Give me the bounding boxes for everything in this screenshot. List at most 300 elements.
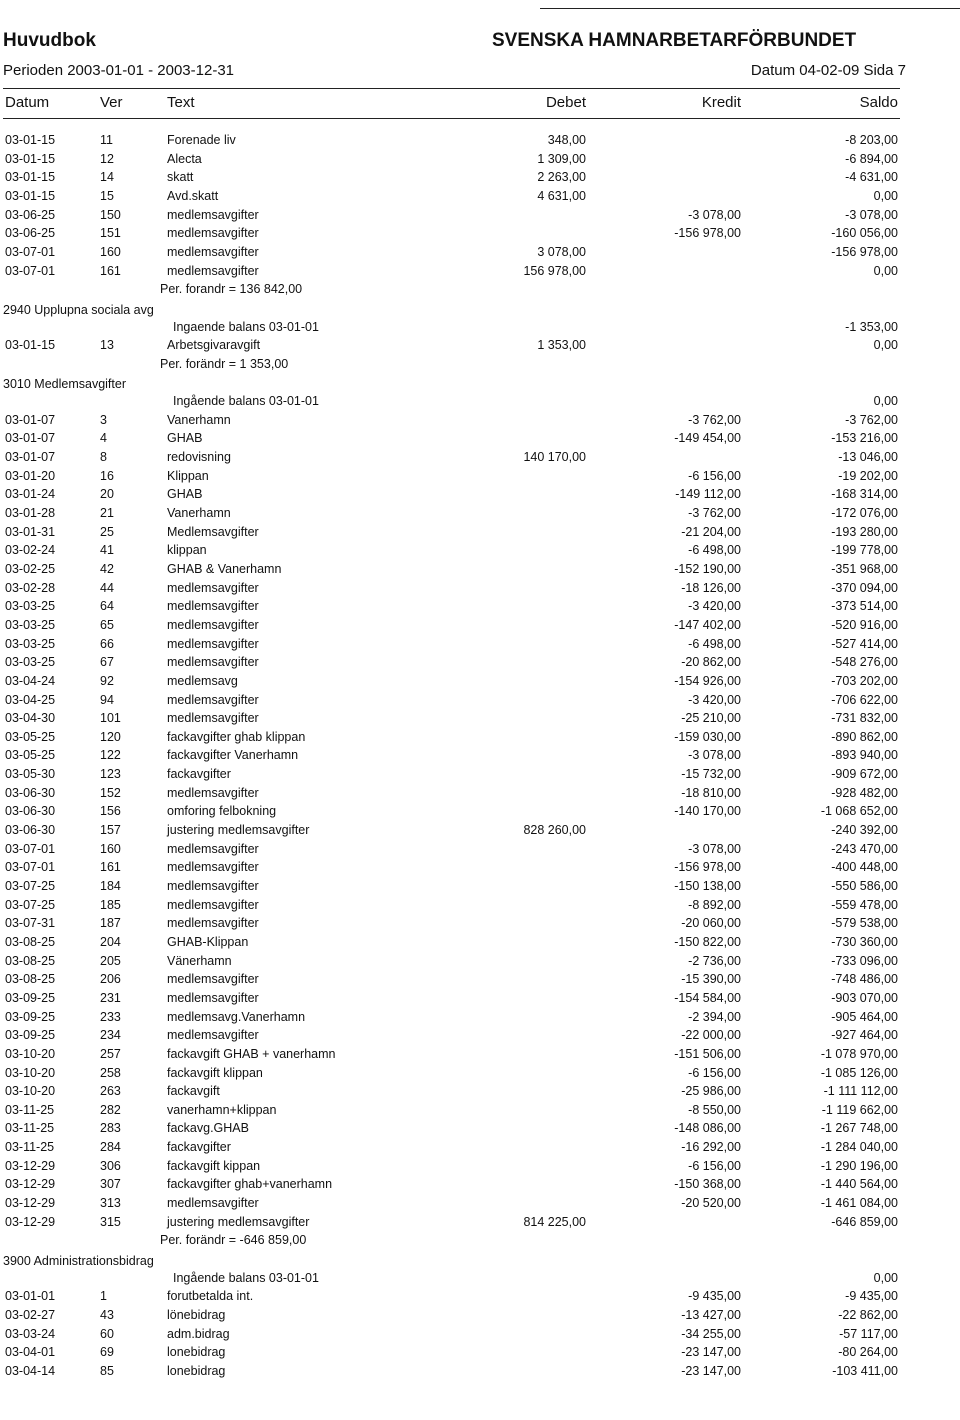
ledger-entry-row bbox=[0, 1066, 960, 1085]
entry-saldo: -22 862,00 bbox=[838, 1307, 898, 1322]
entry-kredit: -6 498,00 bbox=[688, 543, 741, 558]
entry-ver: 185 bbox=[100, 897, 121, 912]
opening-balance-row bbox=[0, 1271, 960, 1290]
ledger-entry-row bbox=[0, 1215, 960, 1234]
entry-text: fackavgift bbox=[167, 1084, 220, 1099]
entry-kredit: -3 420,00 bbox=[688, 599, 741, 614]
entry-saldo: -373 514,00 bbox=[831, 599, 898, 614]
entry-date: 03-05-30 bbox=[5, 767, 56, 782]
ledger-entry-row bbox=[0, 562, 960, 581]
entry-date: 03-10-20 bbox=[5, 1046, 56, 1061]
entry-kredit: -20 060,00 bbox=[681, 916, 741, 931]
opening-balance-saldo: 0,00 bbox=[873, 394, 898, 409]
ledger-entry-row bbox=[0, 954, 960, 973]
entry-text: medlemsavgifter bbox=[167, 897, 259, 912]
entry-ver: 13 bbox=[100, 338, 114, 353]
ledger-entry-row bbox=[0, 487, 960, 506]
entry-date: 03-01-07 bbox=[5, 412, 56, 427]
entry-kredit: -6 156,00 bbox=[688, 1158, 741, 1173]
entry-saldo: -730 360,00 bbox=[831, 934, 898, 949]
entry-kredit: -159 030,00 bbox=[674, 729, 741, 744]
entry-ver: 16 bbox=[100, 468, 114, 483]
ledger-entry-row bbox=[0, 1177, 960, 1196]
entry-text: medlemsavgifter bbox=[167, 1196, 259, 1210]
entry-text: medlemsavgifter bbox=[167, 636, 259, 651]
header-bottom-rule bbox=[3, 118, 900, 119]
entry-date: 03-07-31 bbox=[5, 916, 56, 931]
entry-saldo: -903 070,00 bbox=[831, 990, 898, 1005]
entry-text: medlemsavgifter bbox=[167, 617, 259, 632]
entry-text: medlemsavgifter bbox=[167, 972, 259, 987]
ledger-entry-row bbox=[0, 767, 960, 786]
ledger-entry-row bbox=[0, 1047, 960, 1066]
entry-saldo: -240 392,00 bbox=[831, 823, 898, 837]
entry-date: 03-04-01 bbox=[5, 1345, 56, 1360]
entry-kredit: -154 584,00 bbox=[674, 990, 741, 1005]
entry-date: 03-03-25 bbox=[5, 655, 56, 670]
entry-kredit: -18 126,00 bbox=[681, 580, 741, 595]
ledger-entry-row bbox=[0, 1327, 960, 1346]
entry-ver: 66 bbox=[100, 636, 114, 651]
entry-kredit: -3 762,00 bbox=[688, 506, 741, 520]
entry-kredit: -15 732,00 bbox=[681, 767, 741, 782]
entry-kredit: -23 147,00 bbox=[681, 1345, 741, 1360]
entry-saldo: 0,00 bbox=[873, 263, 898, 278]
entry-date: 03-04-14 bbox=[5, 1363, 56, 1378]
entry-saldo: -748 486,00 bbox=[831, 972, 898, 987]
ledger-entry-row bbox=[0, 1289, 960, 1308]
ledger-entry-row bbox=[0, 525, 960, 544]
entry-ver: 307 bbox=[100, 1177, 121, 1192]
entry-kredit: -6 156,00 bbox=[688, 468, 741, 483]
entry-text: fackavgift GHAB + vanerhamn bbox=[167, 1046, 336, 1061]
entry-text: Medlemsavgifter bbox=[167, 524, 259, 539]
opening-balance-text: Ingaende balans 03-01-01 bbox=[173, 319, 319, 334]
entry-kredit: -3 078,00 bbox=[688, 841, 741, 856]
entry-ver: 313 bbox=[100, 1196, 121, 1210]
entry-text: medlemsavg.Vanerhamn bbox=[167, 1009, 306, 1024]
ledger-entry-row bbox=[0, 1010, 960, 1029]
entry-saldo: -243 470,00 bbox=[831, 841, 898, 856]
col-kredit: Kredit bbox=[701, 94, 741, 111]
entry-text: fackavgifter ghab+vanerhamn bbox=[167, 1177, 333, 1192]
entry-ver: 233 bbox=[100, 1009, 121, 1024]
entry-ver: 44 bbox=[100, 580, 114, 595]
entry-saldo: -905 464,00 bbox=[831, 1009, 898, 1024]
entry-date: 03-09-25 bbox=[5, 1028, 56, 1043]
entry-kredit: -18 810,00 bbox=[681, 785, 741, 800]
entry-ver: 205 bbox=[100, 953, 121, 968]
entry-ver: 283 bbox=[100, 1121, 121, 1136]
entry-debet: 1 309,00 bbox=[537, 151, 586, 166]
entry-kredit: -156 978,00 bbox=[674, 860, 741, 875]
entry-text: adm.bidrag bbox=[167, 1326, 230, 1341]
entry-kredit: -140 170,00 bbox=[674, 804, 741, 819]
entry-text: medlemsavgifter bbox=[167, 916, 259, 931]
entry-ver: 42 bbox=[100, 562, 114, 576]
entry-kredit: -6 156,00 bbox=[688, 1065, 741, 1080]
entry-debet: 1 353,00 bbox=[537, 338, 586, 353]
entry-ver: 161 bbox=[100, 860, 121, 875]
ledger-entry-row bbox=[0, 1084, 960, 1103]
ledger-entry-row bbox=[0, 170, 960, 189]
ledger-entry-row bbox=[0, 1308, 960, 1327]
entry-kredit: -149 112,00 bbox=[675, 487, 741, 502]
entry-text: medlemsavgifter bbox=[167, 655, 259, 670]
ledger-entry-row bbox=[0, 599, 960, 618]
entry-ver: 284 bbox=[100, 1140, 121, 1155]
ledger-entry-row bbox=[0, 823, 960, 842]
period-text: Perioden 2003-01-01 - 2003-12-31 bbox=[3, 62, 234, 79]
entry-ver: 12 bbox=[100, 151, 114, 166]
entry-ver: 67 bbox=[100, 655, 114, 670]
book-title: Huvudbok bbox=[3, 30, 96, 51]
entry-saldo: -172 076,00 bbox=[831, 506, 898, 520]
entry-saldo: -1 068 652,00 bbox=[820, 804, 898, 819]
ledger-entry-row bbox=[0, 1028, 960, 1047]
ledger-entry-row bbox=[0, 1159, 960, 1178]
entry-saldo: -1 111 112,00 bbox=[823, 1084, 898, 1099]
entry-text: omforing felbokning bbox=[167, 804, 277, 819]
entry-text: Klippan bbox=[167, 468, 209, 483]
entry-date: 03-07-01 bbox=[5, 860, 56, 875]
entry-text: lonebidrag bbox=[167, 1363, 226, 1378]
entry-saldo: 0,00 bbox=[873, 338, 898, 353]
entry-kredit: -20 862,00 bbox=[681, 655, 741, 670]
entry-kredit: -23 147,00 bbox=[681, 1363, 741, 1378]
entry-date: 03-07-01 bbox=[5, 263, 56, 278]
entry-saldo: -9 435,00 bbox=[845, 1289, 898, 1304]
entry-kredit: -3 762,00 bbox=[688, 412, 741, 427]
ledger-entry-row bbox=[0, 450, 960, 469]
entry-date: 03-02-24 bbox=[5, 543, 56, 558]
entry-text: Arbetsgivaravgift bbox=[167, 338, 261, 353]
entry-text: Forenade liv bbox=[167, 133, 236, 147]
entry-ver: 151 bbox=[100, 226, 121, 241]
entry-text: skatt bbox=[167, 170, 194, 185]
entry-kredit: -9 435,00 bbox=[688, 1289, 741, 1304]
entry-saldo: -19 202,00 bbox=[838, 468, 898, 483]
entry-debet: 156 978,00 bbox=[523, 263, 586, 278]
entry-kredit: -2 736,00 bbox=[688, 953, 741, 968]
entry-kredit: -151 506,00 bbox=[674, 1046, 741, 1061]
ledger-entry-row bbox=[0, 1140, 960, 1159]
entry-ver: 20 bbox=[100, 487, 114, 502]
opening-balance-row bbox=[0, 394, 960, 413]
entry-date: 03-07-25 bbox=[5, 879, 56, 893]
entry-text: justering medlemsavgifter bbox=[167, 1214, 310, 1229]
opening-balance-saldo: 0,00 bbox=[873, 1270, 898, 1285]
entry-text: medlemsavgifter bbox=[167, 692, 259, 707]
ledger-entry-row bbox=[0, 786, 960, 805]
header-top-rule bbox=[3, 88, 900, 89]
entry-ver: 122 bbox=[100, 748, 121, 763]
entry-kredit: -150 138,00 bbox=[674, 879, 741, 893]
entry-date: 03-01-15 bbox=[5, 151, 56, 166]
entry-kredit: -13 427,00 bbox=[681, 1307, 741, 1322]
entry-text: lonebidrag bbox=[167, 1345, 226, 1360]
entry-text: Vanerhamn bbox=[167, 412, 231, 427]
entry-kredit: -3 078,00 bbox=[688, 207, 741, 222]
entry-ver: 315 bbox=[100, 1214, 121, 1229]
entry-ver: 156 bbox=[100, 804, 121, 819]
entry-date: 03-09-25 bbox=[5, 990, 56, 1005]
ledger-entry-row bbox=[0, 711, 960, 730]
entry-date: 03-08-25 bbox=[5, 934, 56, 949]
ledger-entry-row bbox=[0, 208, 960, 227]
entry-debet: 2 263,00 bbox=[537, 170, 586, 185]
entry-ver: 101 bbox=[100, 711, 121, 726]
ledger-entry-row bbox=[0, 860, 960, 879]
ledger-entry-row bbox=[0, 338, 960, 357]
entry-date: 03-04-24 bbox=[5, 673, 56, 688]
ledger-entry-row bbox=[0, 730, 960, 749]
entry-ver: 187 bbox=[100, 916, 121, 931]
entry-saldo: -3 078,00 bbox=[845, 207, 898, 222]
entry-ver: 120 bbox=[100, 729, 121, 744]
entry-text: medlemsavgifter bbox=[167, 990, 259, 1005]
entry-date: 03-12-29 bbox=[5, 1196, 56, 1210]
entry-ver: 15 bbox=[100, 188, 114, 203]
entry-ver: 152 bbox=[100, 785, 121, 800]
entry-text: GHAB & Vanerhamn bbox=[167, 562, 282, 576]
entry-text: redovisning bbox=[167, 450, 231, 464]
entry-date: 03-07-25 bbox=[5, 897, 56, 912]
entry-date: 03-02-28 bbox=[5, 580, 56, 595]
ledger-entry-row bbox=[0, 842, 960, 861]
entry-text: justering medlemsavgifter bbox=[167, 823, 310, 837]
entry-date: 03-07-01 bbox=[5, 841, 56, 856]
entry-date: 03-01-20 bbox=[5, 468, 56, 483]
ledger-entry-row bbox=[0, 189, 960, 208]
entry-date: 03-03-25 bbox=[5, 599, 56, 614]
entry-kredit: -25 210,00 bbox=[681, 711, 741, 726]
entry-text: Vanerhamn bbox=[167, 506, 231, 520]
entry-saldo: -1 085 126,00 bbox=[820, 1065, 898, 1080]
entry-kredit: -8 550,00 bbox=[688, 1102, 741, 1117]
entry-date: 03-11-25 bbox=[5, 1102, 55, 1117]
entry-text: Avd.skatt bbox=[167, 188, 219, 203]
entry-date: 03-12-29 bbox=[5, 1214, 56, 1229]
ledger-entry-row bbox=[0, 879, 960, 898]
entry-saldo: -193 280,00 bbox=[831, 524, 898, 539]
ledger-entry-row bbox=[0, 133, 960, 152]
entry-saldo: -1 461 084,00 bbox=[820, 1196, 898, 1210]
entry-saldo: -520 916,00 bbox=[831, 617, 898, 632]
entry-date: 03-11-25 bbox=[5, 1121, 55, 1136]
entry-ver: 282 bbox=[100, 1102, 121, 1117]
entry-kredit: -15 390,00 bbox=[681, 972, 741, 987]
entry-text: medlemsavgifter bbox=[167, 711, 259, 726]
entry-date: 03-06-25 bbox=[5, 226, 56, 241]
entry-ver: 234 bbox=[100, 1028, 121, 1043]
entry-saldo: -1 290 196,00 bbox=[820, 1158, 898, 1173]
col-datum: Datum bbox=[5, 94, 50, 111]
entry-text: medlemsavgifter bbox=[167, 244, 259, 259]
entry-kredit: -156 978,00 bbox=[674, 226, 741, 241]
ledger-entry-row bbox=[0, 991, 960, 1010]
entry-saldo: -706 622,00 bbox=[831, 692, 898, 707]
entry-ver: 204 bbox=[100, 934, 121, 949]
entry-ver: 206 bbox=[100, 972, 121, 987]
entry-kredit: -148 086,00 bbox=[674, 1121, 741, 1136]
entry-kredit: -149 454,00 bbox=[674, 431, 741, 446]
entry-date: 03-01-15 bbox=[5, 133, 56, 147]
ledger-entry-row bbox=[0, 543, 960, 562]
entry-saldo: -160 056,00 bbox=[831, 226, 898, 241]
entry-text: fackavgifter bbox=[167, 767, 231, 782]
entry-saldo: -909 672,00 bbox=[831, 767, 898, 782]
entry-text: forutbetalda int. bbox=[167, 1289, 254, 1304]
entry-saldo: -550 586,00 bbox=[831, 879, 898, 893]
ledger-entry-row bbox=[0, 1103, 960, 1122]
entry-saldo: -156 978,00 bbox=[831, 244, 898, 259]
entry-text: fackavgifter ghab klippan bbox=[167, 729, 306, 744]
ledger-entry-row bbox=[0, 916, 960, 935]
entry-saldo: -548 276,00 bbox=[831, 655, 898, 670]
entry-saldo: -731 832,00 bbox=[831, 711, 898, 726]
entry-kredit: -150 822,00 bbox=[674, 934, 741, 949]
entry-kredit: -3 078,00 bbox=[688, 748, 741, 763]
ledger-entry-row bbox=[0, 1364, 960, 1383]
entry-ver: 263 bbox=[100, 1084, 121, 1099]
entry-date: 03-01-07 bbox=[5, 431, 56, 446]
entry-date: 03-06-30 bbox=[5, 785, 56, 800]
entry-date: 03-09-25 bbox=[5, 1009, 56, 1024]
entry-date: 03-06-30 bbox=[5, 823, 56, 837]
entry-text: fackavgift klippan bbox=[167, 1065, 263, 1080]
col-text: Text bbox=[167, 94, 195, 111]
entry-ver: 1 bbox=[100, 1289, 107, 1304]
entry-text: medlemsavgifter bbox=[167, 580, 259, 595]
entry-date: 03-01-15 bbox=[5, 338, 56, 353]
entry-saldo: -1 440 564,00 bbox=[820, 1177, 898, 1192]
period-change-row bbox=[0, 357, 960, 376]
ledger-entry-row bbox=[0, 655, 960, 674]
period-change-text: Per. forändr = 1 353,00 bbox=[160, 356, 289, 371]
entry-date: 03-03-25 bbox=[5, 617, 56, 632]
account-heading: 3010 Medlemsavgifter bbox=[3, 377, 126, 392]
entry-text: fackavg.GHAB bbox=[167, 1121, 249, 1136]
entry-saldo: -579 538,00 bbox=[831, 916, 898, 931]
ledger-entry-row bbox=[0, 618, 960, 637]
entry-date: 03-02-25 bbox=[5, 562, 56, 576]
entry-kredit: -6 498,00 bbox=[688, 636, 741, 651]
ledger-entry-row bbox=[0, 693, 960, 712]
entry-saldo: -8 203,00 bbox=[845, 133, 898, 147]
entry-text: fackavgift kippan bbox=[167, 1158, 261, 1173]
entry-text: lönebidrag bbox=[167, 1307, 226, 1322]
opening-balance-text: Ingående balans 03-01-01 bbox=[173, 394, 319, 409]
col-ver: Ver bbox=[100, 94, 123, 111]
opening-balance-saldo: -1 353,00 bbox=[845, 319, 898, 334]
ledger-entry-row bbox=[0, 1196, 960, 1215]
entry-text: medlemsavgifter bbox=[167, 860, 259, 875]
entry-date: 03-01-01 bbox=[5, 1289, 56, 1304]
entry-saldo: -153 216,00 bbox=[831, 431, 898, 446]
entry-ver: 11 bbox=[100, 133, 113, 147]
entry-saldo: -703 202,00 bbox=[831, 673, 898, 688]
entry-saldo: -890 862,00 bbox=[831, 729, 898, 744]
ledger-entry-row bbox=[0, 898, 960, 917]
entry-kredit: -20 520,00 bbox=[681, 1196, 741, 1210]
entry-text: vanerhamn+klippan bbox=[167, 1102, 277, 1117]
entry-date: 03-06-30 bbox=[5, 804, 56, 819]
entry-saldo: -80 264,00 bbox=[838, 1345, 898, 1360]
entry-date: 03-05-25 bbox=[5, 748, 56, 763]
entry-date: 03-10-20 bbox=[5, 1065, 56, 1080]
entry-saldo: -1 284 040,00 bbox=[820, 1140, 898, 1155]
col-saldo: Saldo bbox=[859, 94, 898, 111]
entry-date: 03-12-29 bbox=[5, 1177, 56, 1192]
entry-text: medlemsavgifter bbox=[167, 226, 259, 241]
entry-date: 03-10-20 bbox=[5, 1084, 56, 1099]
entry-kredit: -21 204,00 bbox=[681, 524, 741, 539]
entry-saldo: -103 411,00 bbox=[832, 1363, 898, 1378]
opening-balance-row bbox=[0, 320, 960, 339]
entry-text: medlemsavgifter bbox=[167, 207, 259, 222]
entry-text: Vänerhamn bbox=[167, 953, 232, 968]
period-change-row bbox=[0, 282, 960, 301]
entry-date: 03-03-25 bbox=[5, 636, 56, 651]
entry-ver: 3 bbox=[100, 412, 107, 427]
entry-date: 03-03-24 bbox=[5, 1326, 56, 1341]
entry-saldo: -6 894,00 bbox=[845, 151, 898, 166]
entry-ver: 184 bbox=[100, 879, 121, 893]
date-page-text: Datum 04-02-09 Sida 7 bbox=[750, 62, 906, 79]
entry-date: 03-02-27 bbox=[5, 1307, 56, 1322]
entry-ver: 85 bbox=[100, 1363, 114, 1378]
entry-text: medlemsavgifter bbox=[167, 263, 259, 278]
entry-date: 03-01-24 bbox=[5, 487, 56, 502]
entry-saldo: -4 631,00 bbox=[845, 170, 898, 185]
entry-saldo: -400 448,00 bbox=[831, 860, 898, 875]
ledger-entry-row bbox=[0, 674, 960, 693]
entry-saldo: -527 414,00 bbox=[831, 636, 898, 651]
entry-ver: 258 bbox=[100, 1065, 121, 1080]
entry-saldo: -1 119 662,00 bbox=[821, 1102, 898, 1117]
entry-kredit: -154 926,00 bbox=[674, 673, 741, 688]
ledger-entry-row bbox=[0, 581, 960, 600]
ledger-entry-row bbox=[0, 226, 960, 245]
entry-kredit: -34 255,00 bbox=[681, 1326, 741, 1341]
entry-debet: 140 170,00 bbox=[523, 450, 586, 464]
entry-date: 03-04-25 bbox=[5, 692, 56, 707]
entry-kredit: -25 986,00 bbox=[681, 1084, 741, 1099]
entry-ver: 65 bbox=[100, 617, 114, 632]
ledger-entry-row bbox=[0, 431, 960, 450]
entry-saldo: -3 762,00 bbox=[845, 412, 898, 427]
entry-text: GHAB-Klippan bbox=[167, 934, 249, 949]
entry-kredit: -8 892,00 bbox=[688, 897, 741, 912]
entry-ver: 25 bbox=[100, 524, 114, 539]
entry-kredit: -152 190,00 bbox=[674, 562, 741, 576]
entry-date: 03-01-28 bbox=[5, 506, 56, 520]
entry-date: 03-08-25 bbox=[5, 953, 56, 968]
entry-text: klippan bbox=[167, 543, 207, 558]
entry-date: 03-06-25 bbox=[5, 207, 56, 222]
entry-ver: 69 bbox=[100, 1345, 114, 1360]
entry-ver: 257 bbox=[100, 1046, 121, 1061]
entry-ver: 306 bbox=[100, 1158, 121, 1173]
entry-text: medlemsavg bbox=[167, 673, 238, 688]
entry-text: GHAB bbox=[167, 487, 203, 502]
entry-saldo: -559 478,00 bbox=[831, 897, 898, 912]
entry-date: 03-04-30 bbox=[5, 711, 56, 726]
entry-saldo: -733 096,00 bbox=[831, 953, 898, 968]
entry-text: medlemsavgifter bbox=[167, 599, 259, 614]
entry-text: medlemsavgifter bbox=[167, 841, 259, 856]
